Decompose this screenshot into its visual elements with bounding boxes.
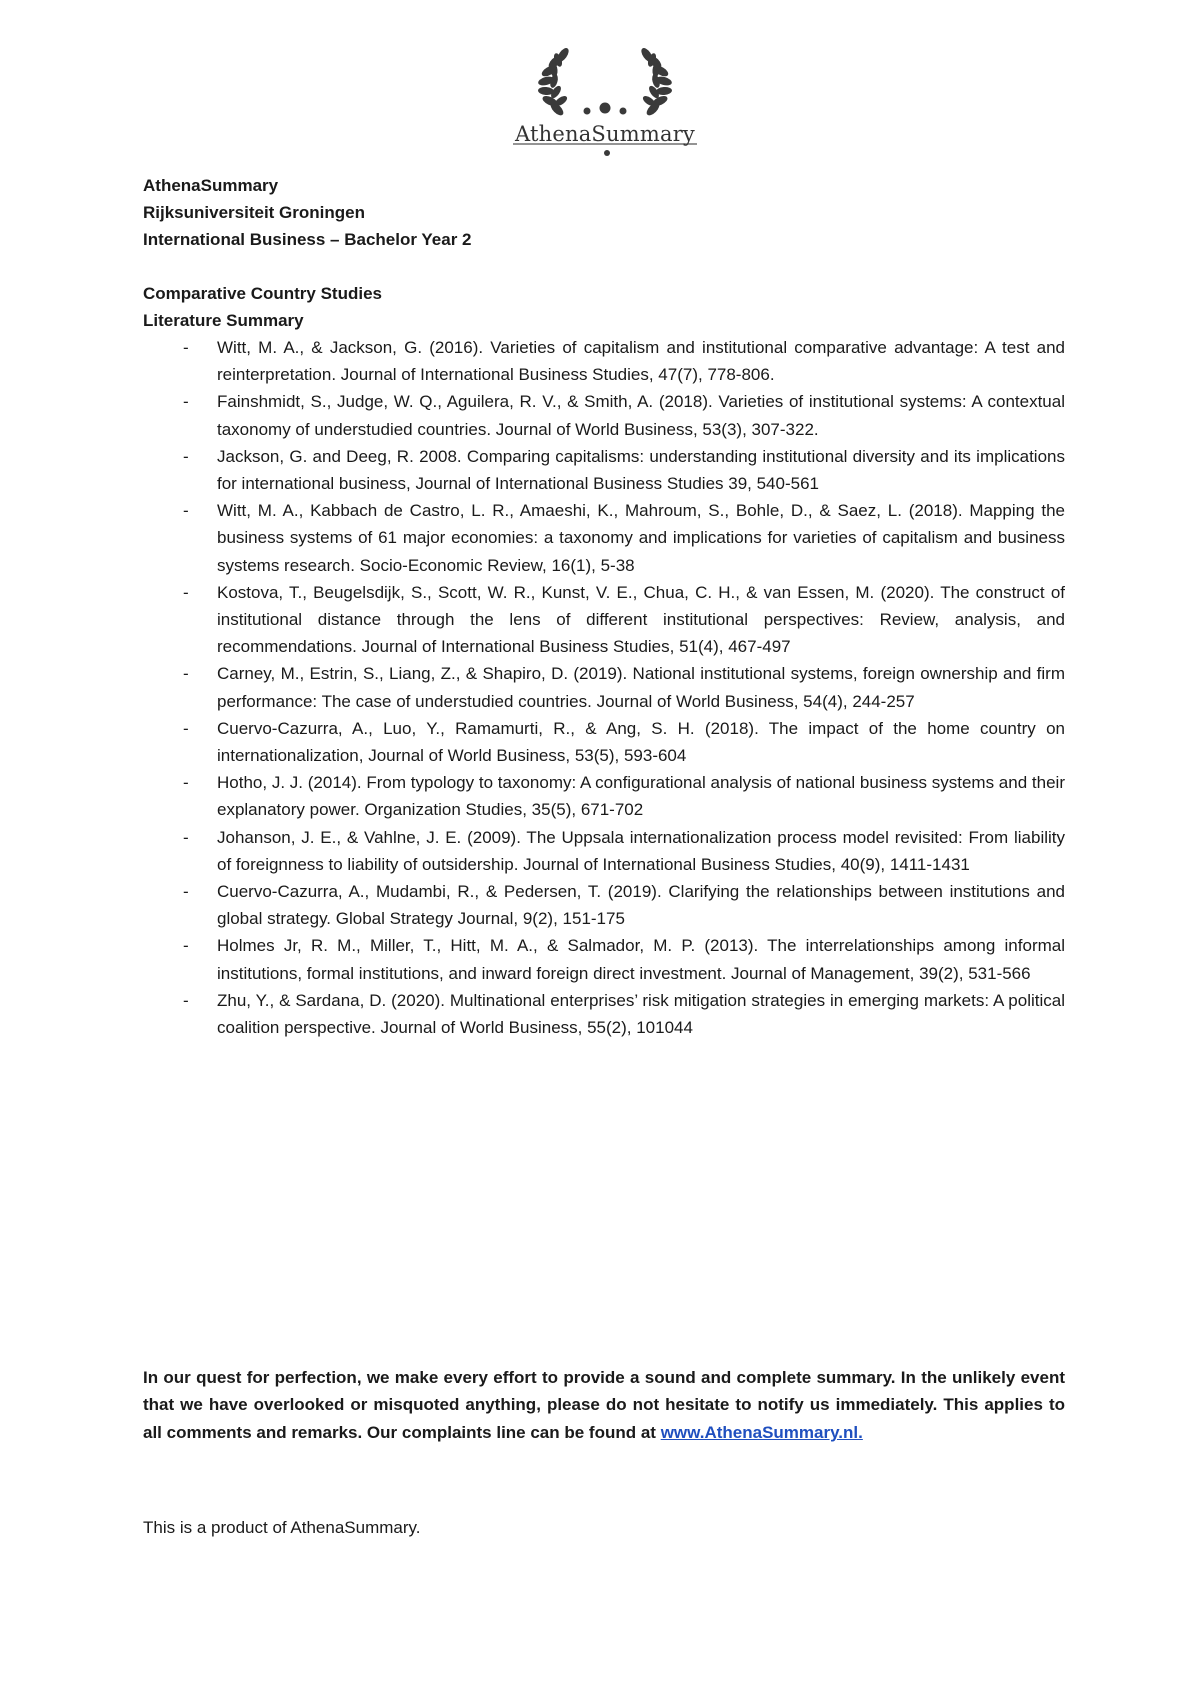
reference-text: Cuervo-Cazurra, A., Mudambi, R., & Pedersen, T. (2019). Clarifying the relationships between institutions and global strategy. Global Strategy Journal, 9(2), 151-175 — [217, 882, 1065, 929]
bullet-dash: - — [183, 936, 189, 956]
reference-text: Cuervo-Cazurra, A., Luo, Y., Ramamurti, R., & Ang, S. H. (2018). The impact of the home country on internationalization, Journal of World Business, 53(5), 593-604 — [217, 718, 1065, 766]
reference-item — [143, 987, 1065, 1041]
reference-text: Fainshmidt, S., Judge, W. Q., Aguilera, R. V., & Smith, A. (2018). Varieties of institutional systems: A contextual taxonomy of understudied countries. Journal of World Business, 53(3), 307-322. — [217, 392, 1065, 439]
reference-item — [143, 878, 1065, 932]
logo-wordmark: AthenaSummary — [515, 122, 695, 146]
bullet-dash: - — [183, 582, 189, 602]
reference-list — [143, 334, 1065, 1041]
reference-item — [143, 824, 1065, 878]
header-program: International Business – Bachelor Year 2 — [143, 230, 472, 249]
bullet-dash: - — [183, 990, 189, 1010]
reference-text: Hotho, J. J. (2014). From typology to taxonomy: A configurational analysis of national business systems and their explanatory power. Organization Studies, 35(5), 671-702 — [217, 773, 1065, 820]
bullet-dash: - — [183, 338, 189, 357]
course-heading — [143, 280, 382, 334]
course-title: Comparative Country Studies — [143, 284, 382, 303]
website-link[interactable]: www.AthenaSummary.nl. — [660, 1422, 863, 1442]
product-footer: This is a product of AthenaSummary. — [143, 1518, 421, 1537]
reference-text: Jackson, G. and Deeg, R. 2008. Comparing capitalisms: understanding institutional diversity and its implications for international business, Journal of International Business Studies 39, 540-561 — [217, 446, 1065, 494]
reference-item — [143, 334, 1065, 388]
disclaimer-paragraph — [143, 1364, 1065, 1446]
reference-item — [143, 579, 1065, 661]
bullet-dash: - — [183, 718, 189, 738]
reference-item — [143, 715, 1065, 769]
bullet-dash: - — [183, 446, 189, 466]
header-brand: AthenaSummary — [143, 176, 279, 195]
reference-item — [143, 443, 1065, 497]
reference-text: Holmes Jr, R. M., Miller, T., Hitt, M. A., & Salmador, M. P. (2013). The interrelationships among informal institutions, formal institutions, and inward foreign direct investment. Journal of Management, 39(2), 531-566 — [217, 936, 1065, 983]
athena-summary-logo — [505, 40, 705, 175]
reference-text: Johanson, J. E., & Vahlne, J. E. (2009). The Uppsala internationalization process model revisited: From liability of foreignness to liability of outsidership. Journal of International Business Studies, 40(9), 1411-1431 — [217, 827, 1065, 874]
reference-item — [143, 388, 1065, 442]
reference-item — [143, 660, 1065, 714]
bullet-dash: - — [183, 392, 189, 412]
reference-text: Witt, M. A., Kabbach de Castro, L. R., Amaeshi, K., Mahroum, S., Bohle, D., & Saez, L. (2018). Mapping the business systems of 61 major economies: a taxonomy and implications for varieties of capitalism and business systems research. Socio-Economic Review, 16(1), 5-38 — [217, 501, 1065, 575]
reference-text: Carney, M., Estrin, S., Liang, Z., & Shapiro, D. (2019). National institutional systems, foreign ownership and firm performance: The case of understudied countries. Journal of World Business, 54(4), 244-257 — [217, 664, 1065, 711]
reference-item — [143, 769, 1065, 823]
bullet-dash: - — [183, 773, 189, 793]
reference-text: Zhu, Y., & Sardana, D. (2020). Multinational enterprises’ risk mitigation strategies in emerging markets: A political coalition perspective. Journal of World Business, 55(2), 101044 — [217, 990, 1065, 1038]
reference-item — [143, 497, 1065, 579]
bullet-dash: - — [183, 882, 189, 902]
course-subtitle: Literature Summary — [143, 311, 304, 330]
bullet-dash: - — [183, 664, 189, 684]
reference-item — [143, 932, 1065, 986]
reference-text: Witt, M. A., & Jackson, G. (2016). Varieties of capitalism and institutional comparative advantage: A test and reinterpretation. Journal of International Business Studies, 47(7), 778-806. — [217, 338, 1065, 385]
bullet-dash: - — [183, 501, 189, 521]
reference-text: Kostova, T., Beugelsdijk, S., Scott, W. R., Kunst, V. E., Chua, C. H., & van Essen, M. (2020). The construct of institutional distance through the lens of different institutional perspectives: Review, analysis, and recommendations. Journal of International Business Studies, 51(4), 467-497 — [217, 582, 1065, 657]
document-header — [143, 172, 472, 253]
header-university: Rijksuniversiteit Groningen — [143, 203, 365, 222]
laurel-wreath-icon — [505, 40, 705, 175]
bullet-dash: - — [183, 827, 189, 847]
disclaimer-text: In our quest for perfection, we make every effort to provide a sound and complete summary. In the unlikely event that we have overlooked or misquoted anything, please do not hesitate to notify us immediately. This applies to all comments and remarks. Our complaints line can be found at — [143, 1368, 1065, 1442]
